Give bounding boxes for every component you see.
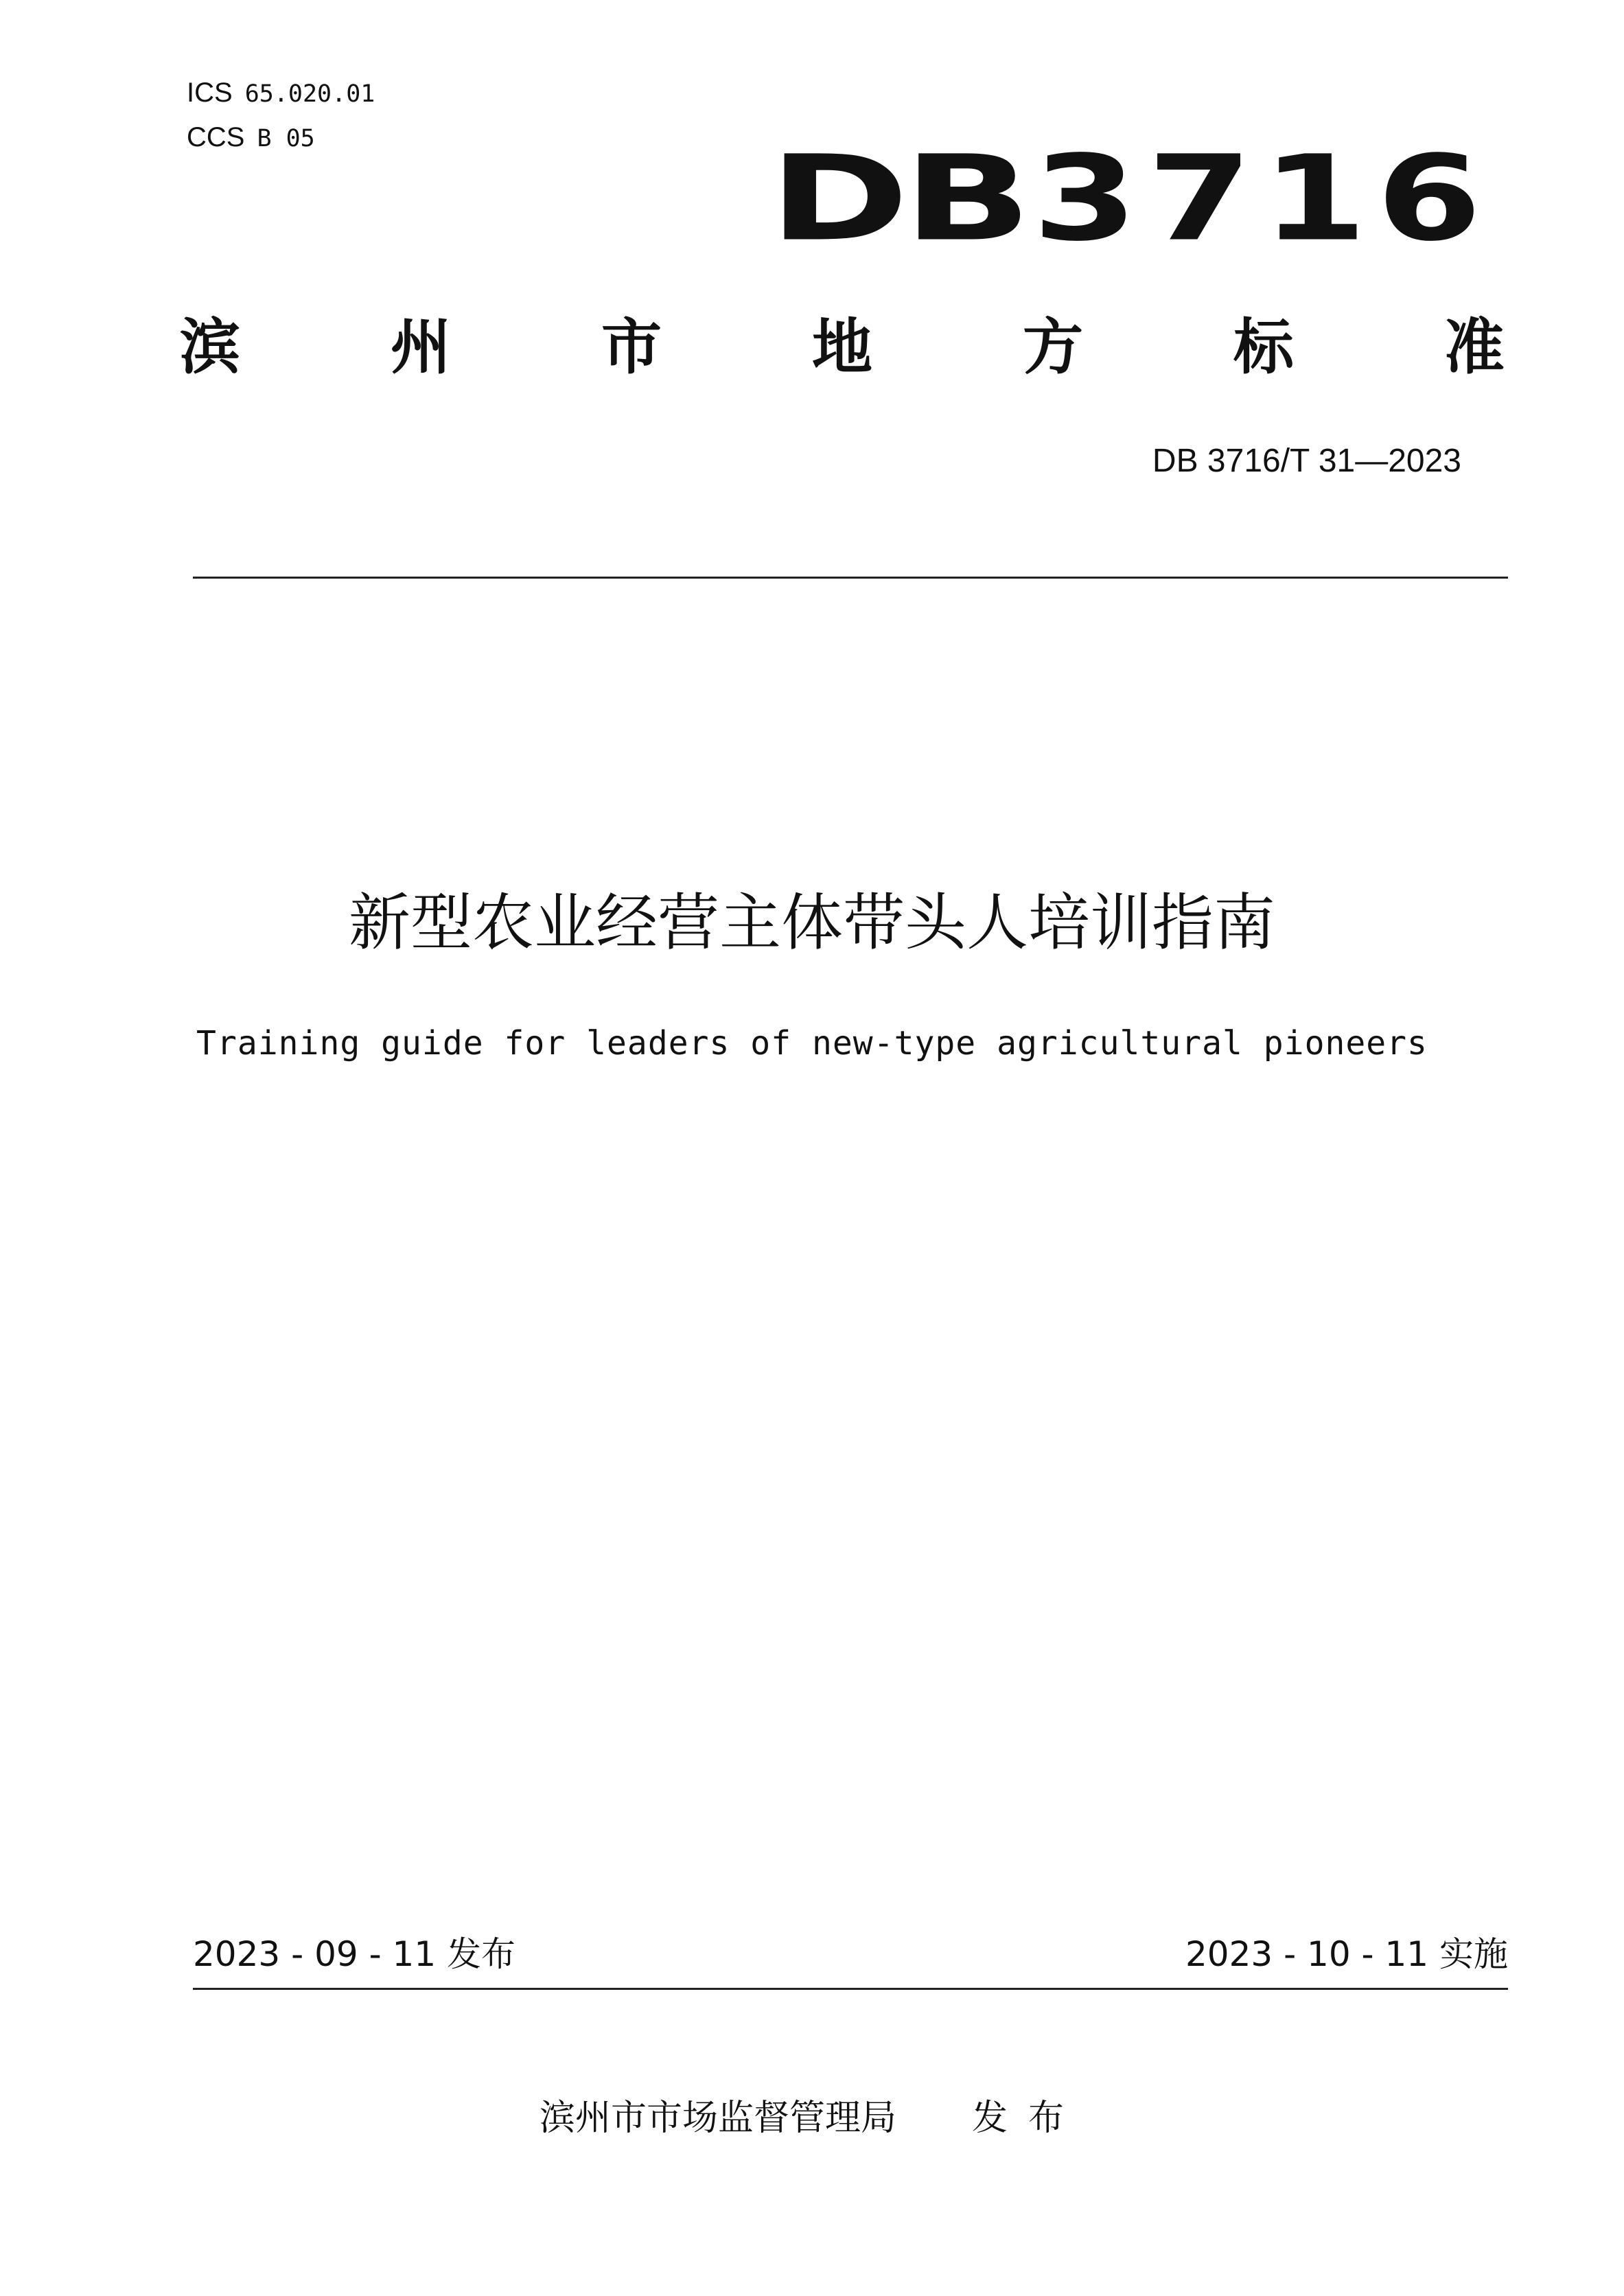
db-mark-letters: DB [769,130,1026,268]
footer-divider [193,1988,1508,1990]
standard-title-char: 地 [811,312,872,382]
standard-title-char: 滨 [180,312,241,382]
standard-category-title [180,312,1505,393]
ccs-label: CCS [187,122,245,152]
standard-title-char: 标 [1233,312,1294,382]
standard-title-char: 市 [601,312,662,382]
db-mark-digits: 3716 [1032,130,1492,268]
standard-title-char: 准 [1443,312,1505,382]
standard-title-char: 方 [1022,312,1083,382]
implementation-date: 2023 - 10 - 11 实施 [1185,1934,1508,1974]
ics-label: ICS [187,78,233,108]
issue-date: 2023 - 09 - 11 发布 [193,1934,516,1974]
issuer-line [0,2098,1624,2139]
db-logo-mark [769,130,1492,268]
standard-title-char: 州 [390,312,451,382]
issuer-name: 滨州市市场监督管理局 [539,2098,896,2139]
document-title-zh: 新型农业经营主体带头人培训指南 [349,887,1275,959]
ccs-row [187,124,315,151]
ics-row [187,79,375,106]
document-title-en: Training guide for leaders of new-type agricultural pioneers [196,1024,1428,1063]
ccs-code: B 05 [257,125,315,152]
ics-code: 65.020.01 [244,80,375,108]
standard-number: DB 3716/T 31—2023 [1152,443,1461,479]
header-divider [193,577,1508,579]
issuer-action: 发布 [972,2098,1085,2139]
